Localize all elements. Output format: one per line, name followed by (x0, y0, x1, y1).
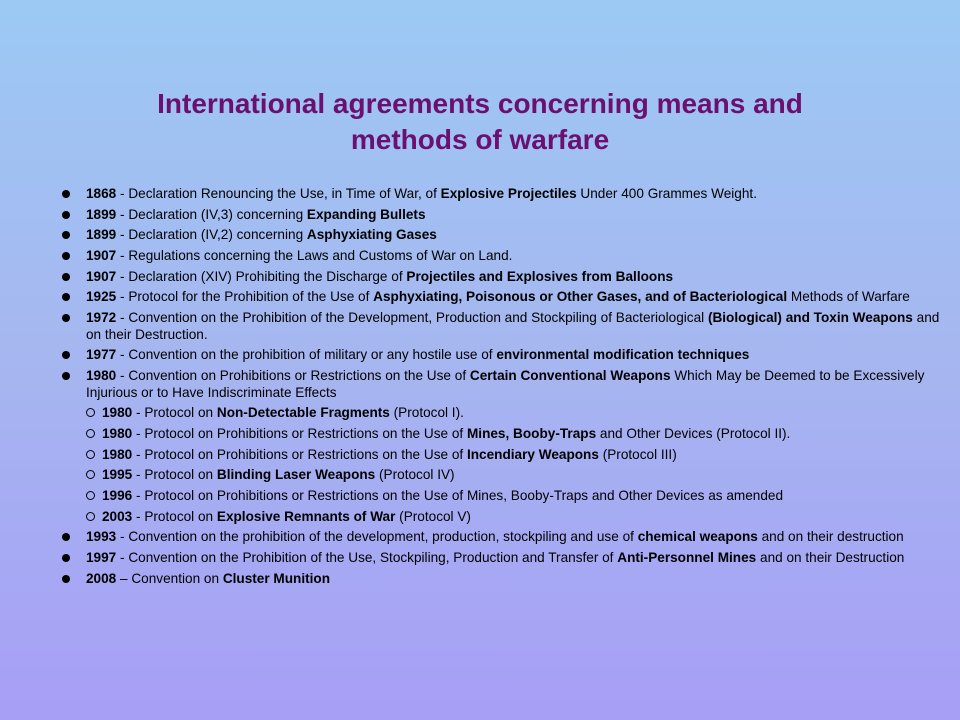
item-text: - Convention on the prohibition of the development, production, stockpiling and use of (116, 529, 638, 545)
item-text-bold: Blinding Laser Weapons (216, 467, 376, 483)
item-text: - Declaration (XIV) Prohibiting the Discharge of (116, 268, 407, 284)
item-text: - Declaration (IV,3) concerning (116, 206, 307, 222)
item-text: - Regulations concerning the Laws and Customs of War on Land. (116, 248, 513, 264)
item-text: - Protocol for the Prohibition of the Use of (116, 289, 374, 305)
item-text-bold: 1995 (102, 467, 133, 483)
item-text-bold: Asphyxiating Gases (306, 227, 437, 243)
item-text-bold: (Biological) and Toxin Weapons (707, 310, 913, 326)
item-text-bold: 1899 (86, 206, 117, 222)
item-text-bold: 1868 (86, 186, 117, 201)
item-text: - Convention on the prohibition of military or any hostile use of (116, 347, 497, 363)
item-text-bold: 2003 (102, 508, 133, 524)
item-text-bold: 1993 (86, 529, 117, 545)
item-text-bold: 1907 (86, 248, 117, 264)
item-text: - Protocol on (132, 405, 217, 421)
agreement-item (60, 368, 950, 401)
title-line-2: methods of warfare (350, 124, 610, 155)
agreement-item (60, 550, 950, 567)
item-text: - Convention on Prohibitions or Restrictions on the Use of (116, 368, 470, 383)
item-text: and on their Destruction (756, 550, 905, 565)
item-text-bold: Cluster Munition (222, 570, 331, 586)
item-text: - Protocol on (132, 508, 217, 524)
agreement-item (60, 347, 950, 364)
item-text: - Protocol on (132, 467, 217, 483)
agreement-item (60, 269, 950, 286)
agreements-list (60, 186, 950, 591)
item-text: - Protocol on Prohibitions or Restrictions on the Use of (132, 446, 467, 462)
item-text: - Protocol on Prohibitions or Restrictions on the Use of (132, 425, 467, 441)
item-text: - Convention on the Prohibition of the Development, Production and Stockpiling of Bacteriological (116, 310, 708, 326)
protocol-subitem (60, 447, 950, 464)
item-text-bold: 1980 (102, 405, 133, 421)
item-text-bold: 1980 (102, 446, 133, 462)
agreement-item (60, 227, 950, 244)
item-text-bold: 1977 (86, 347, 117, 363)
item-text: (Protocol I). (389, 405, 464, 421)
slide-title (60, 86, 900, 158)
item-text: Under 400 Grammes Weight. (576, 186, 757, 201)
item-text-bold: 1980 (102, 425, 133, 441)
item-text-bold: Incendiary Weapons (466, 446, 599, 462)
agreement-item (60, 571, 950, 588)
protocol-subitem (60, 405, 950, 422)
item-text: Methods of Warfare (787, 289, 910, 305)
item-text-bold: 1907 (86, 268, 117, 284)
title-line-1: International agreements concerning means and (157, 88, 803, 119)
item-text-bold: Asphyxiating, Poisonous or Other Gases, and of Bacteriological (373, 289, 788, 305)
item-text: and on their destruction (757, 529, 904, 545)
item-text: (Protocol III) (598, 446, 677, 462)
item-text: - Convention on the Prohibition of the Use, Stockpiling, Production and Transfer of (116, 550, 618, 565)
agreement-item (60, 248, 950, 265)
item-text-bold: Expanding Bullets (306, 206, 426, 222)
item-text: - Protocol on Prohibitions or Restrictions on the Use of Mines, Booby-Traps and Other Devices as amended (132, 487, 784, 503)
item-text-bold: 2008 (86, 570, 117, 586)
item-text-bold: 1925 (86, 289, 117, 305)
item-text-bold: Mines, Booby-Traps (466, 425, 597, 441)
item-text-bold: 1899 (86, 227, 117, 243)
protocol-subitem (60, 509, 950, 526)
item-text: – Convention on (116, 570, 223, 586)
item-text-bold: Explosive Remnants of War (216, 508, 396, 524)
agreement-item (60, 186, 950, 203)
protocol-subitem (60, 488, 950, 505)
item-text: (Protocol V) (395, 508, 471, 524)
protocol-subitem (60, 467, 950, 484)
item-text-bold: Projectiles and Explosives from Balloons (406, 268, 674, 284)
item-text: (Protocol IV) (375, 467, 455, 483)
item-text-bold: Certain Conventional Weapons (469, 368, 671, 383)
item-text-bold: Anti-Personnel Mines (617, 550, 757, 565)
item-text: - Declaration (IV,2) concerning (116, 227, 307, 243)
agreement-item (60, 207, 950, 224)
item-text-bold: Explosive Projectiles (440, 186, 577, 201)
item-text: - Declaration Renouncing the Use, in Time of War, of (116, 186, 441, 201)
item-text-bold: chemical weapons (637, 529, 758, 545)
item-text-bold: 1997 (86, 550, 117, 565)
item-text: Which May be Deemed to be Excessively Injurious or to Have Indiscriminate Effects (86, 368, 925, 400)
item-text-bold: Non-Detectable Fragments (216, 405, 390, 421)
item-text-bold: 1996 (102, 487, 133, 503)
agreement-item (60, 289, 950, 306)
item-text: and Other Devices (Protocol II). (596, 425, 791, 441)
item-text-bold: environmental modification techniques (496, 347, 750, 363)
item-text-bold: 1980 (86, 368, 117, 383)
agreement-item (60, 310, 950, 343)
protocol-subitem (60, 426, 950, 443)
agreement-item (60, 529, 950, 546)
item-text: and on their Destruction. (86, 310, 940, 342)
item-text-bold: 1972 (86, 310, 117, 326)
